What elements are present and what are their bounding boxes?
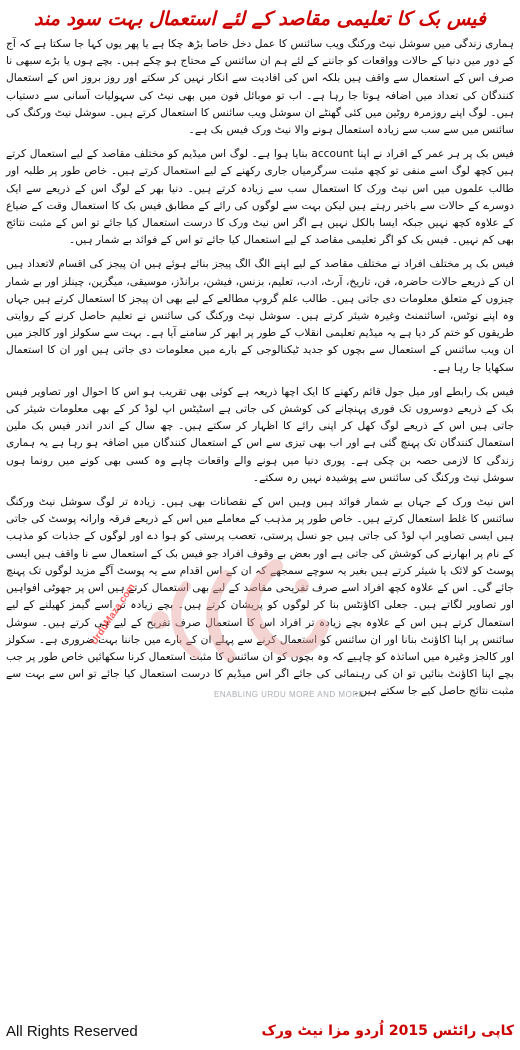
article-paragraph: ہماری زندگی میں سوشل نیٹ ورکنگ ویب سائنس کا عمل دخل خاصا بڑھ چکا ہے یا پھر یوں کہا جا سکتا ہے کہ آج کے دور میں دنیا کے حالات وواقعات کو جاننے کے لئے ہم ان سائنس کے محتاج ہو چکے ہیں۔ بچے ہوں یا بڑے سبھی نا صرف اس کے استعمال سے واقف ہیں بلکہ اس کی افادیت سے انکار نہیں کر سکتے اور روز بروز اس کے استعمال کنندگان کی تعداد میں اضافہ ہوتا جا رہا ہے۔ اب تو موبائل فون میں بھی نیٹ کی سہولیات آسانی سے دستیاب ہیں۔ لوگ اپنے روزمرہ روٹین میں کئی گھنٹے ان سوشل ویب سائنس کا استعمال کرتے ہیں۔ سوشل نیٹ ورکنگ کی سائنس میں سے سب سے زیادہ استعمال ہونے والا نیٹ ورک فیس بک ہے۔ xyxy=(6,38,514,137)
article-paragraph: اس نیٹ ورک کے جہاں بے شمار فوائد ہیں وہیں اس کے نقصانات بھی ہیں۔ زیادہ تر لوگ سوشل نیٹ ورکنگ سائنس کا غلط استعمال کرتے ہیں۔ خاص طور پر مذہب کے معاملے میں اس کے ذریعے فرقہ وارانہ پوسٹ کی جاتی ہیں ایسی تصاویر اپ لوڈ کی جاتی ہیں جو نسل پرستی، تعصب پرستی کو ہوا دے اور لوگوں کے جذبات کو مذہب کے نام پر ابھارنے کی کوشش کی جاتی ہے اور بعض بے وقوف افراد جو فیس بک کے استعمال سے نا واقف ہیں ایسی پوسٹ کو لائک یا شیئر کرتے ہیں بغیر یہ سوچے سمجھے کہ ان کے اس اقدام سے یہ پوسٹ آگے مزید لوگوں تک پہنچ جائے گی۔ اس کے علاوہ کچھ افراد اسے صرف تفریحی مقاصد کے لیے بھی استعمال کرتے ہیں اس پر جھوٹی افواہیں اور تصاویر لگاتے ہیں۔ جعلی اکاؤنٹس بنا کر لوگوں کو پریشان کرتے ہیں۔ بچے زیادہ تر اسے گیمز کھیلنے کے لیے استعمال کرتے ہیں اس کے علاوہ بچے زیادہ تر افراد اس کا استعمال صرف تفریح کے لیے ہی کرتے ہیں۔ سوشل سائنس پر اپنا اکاؤنٹ بنانا اور ان سائنس کو استعمال کرنے سے پہلے ان کے بارے میں جاننا بہت ضروری ہے۔ سکولز اور کالجز وغیرہ میں اساتذہ کو چاہیے کہ وہ بچوں کو ان سائنس کا مثبت استعمال کرنا سکھائیں خاص طور پر جب بچے اپنا اکاؤنٹ بنائیں تو ان کی رہنمائی کی جائے اگر اس میڈیم کا درست استعمال کیا جائے تو اس سے بہت سے مثبت نتائج حاصل کیے جا سکتے ہیں۔ xyxy=(6,496,514,698)
article-paragraph: فیس بک پر ہر عمر کے افراد نے اپنا account بنایا ہوا ہے۔ لوگ اس میڈیم کو مختلف مقاصد کے لیے استعمال کرتے ہیں کچھ لوگ اسے منفی تو کچھ مثبت سرگرمیاں جاری رکھنے کے لیے استعمال کرتے ہیں۔ خاص طور پر طلبہ اور طالب علموں میں اس نیٹ ورک کا استعمال سب سے زیادہ کرتے ہیں۔ دنیا بھر کے لوگ اس کے ذریعے سے ایک دوسرے کے حالات سے باخبر رہتے ہیں لیکن بہت سے لوگوں کی رائے کے مطابق فیس بک کا استعمال وقت کے ضیاع کے علاوہ کچھ نہیں جبکہ ایسا بالکل نہیں ہے اگر اس نیٹ ورک کا درست استعمال کیا جائے تو اس کے مثبت نتائج بھی کم نہیں۔ فیس بک کو اگر تعلیمی مقاصد کے لیے استعمال کیا جائے تو اس کے فوائد بے شمار ہیں۔ xyxy=(6,148,514,247)
article-paragraph: فیس بک رابطے اور میل جول قائم رکھنے کا ایک اچھا ذریعہ ہے کوئی بھی تقریب ہو اس کا احوال اور تصاویر فیس بک کے ذریعے دوسروں تک فوری پہنچانے کی کوشش کی جاتی ہے اسٹیٹس اپ لوڈ کر کے بھی معلومات شیئر کی جاتی ہیں اس کے ذریعے لوگ کھل کر اپنی رائے کا اظہار کر سکتے ہیں۔ چھ سال کے اندر اندر فیس بک ملین استعمال کنندگان تک پہنچ گئی ہے اور اب بھی تیزی سے اس کے استعمال کنندگان میں اضافہ ہو رہا ہے یہ ہماری زندگی کا لازمی حصہ بن چکی ہے۔ پوری دنیا میں ہونے والے واقعات چاہے وہ کسی بھی کونے میں رونما ہوں سوشل نیٹ ورکنگ کی سائنس سے پوشیدہ نہیں رہ سکتے۔ xyxy=(6,385,514,484)
footer-rights: All Rights Reserved xyxy=(6,1022,138,1040)
footer xyxy=(6,1018,514,1044)
article-title: فیس بک کا تعلیمی مقاصد کے لئے استعمال بہت سود مند xyxy=(34,8,486,30)
watermark-url: UrduMaza.com xyxy=(88,581,138,647)
footer-copyright: کاپی رائٹس 2015 اُردو مزا نیٹ ورک xyxy=(261,1023,514,1039)
article-body xyxy=(6,36,514,701)
watermark-tagline: ENABLING URDU MORE AND MORE xyxy=(214,690,365,699)
article-paragraph: فیس بک پر مختلف افراد نے مختلف مقاصد کے لیے اپنے الگ الگ پیجز بنائے ہوئے ہیں ان پیجز کی اقسام لاتعداد ہیں ان کے ذریعے حالات حاضرہ، فن، تاریخ، آرٹ، ادب، تعلیم، بزنس، فیشن، برانڈز، موسیقی، میگزین، چینلز اور بے شمار چیزوں کے متعلق معلومات دی جاتی ہیں۔ طالب علم گروپ مطالعے کے لیے بھی ان پیجز کا استعمال کرتے ہیں جہاں وہ اپنے نوٹس، اسائنمنٹ وغیرہ شیئر کرتے ہیں۔ سوشل نیٹ ورکنگ کی سائنس نے تعلیم حاصل کرنے کے روایتی طریقوں کو ختم کر دیا ہے یہ میڈیم تعلیمی انقلاب کے طور پر ابھر کر سامنے آیا ہے۔ بہت سے سکولز اور کالجز میں ان ویب سائنس کے استعمال سے بچوں کو جدید ٹیکنالوجی کے بارے میں معلومات دی جاتی ہیں اور ان کا استعمال سکھایا جا رہا ہے۔ xyxy=(6,258,514,374)
